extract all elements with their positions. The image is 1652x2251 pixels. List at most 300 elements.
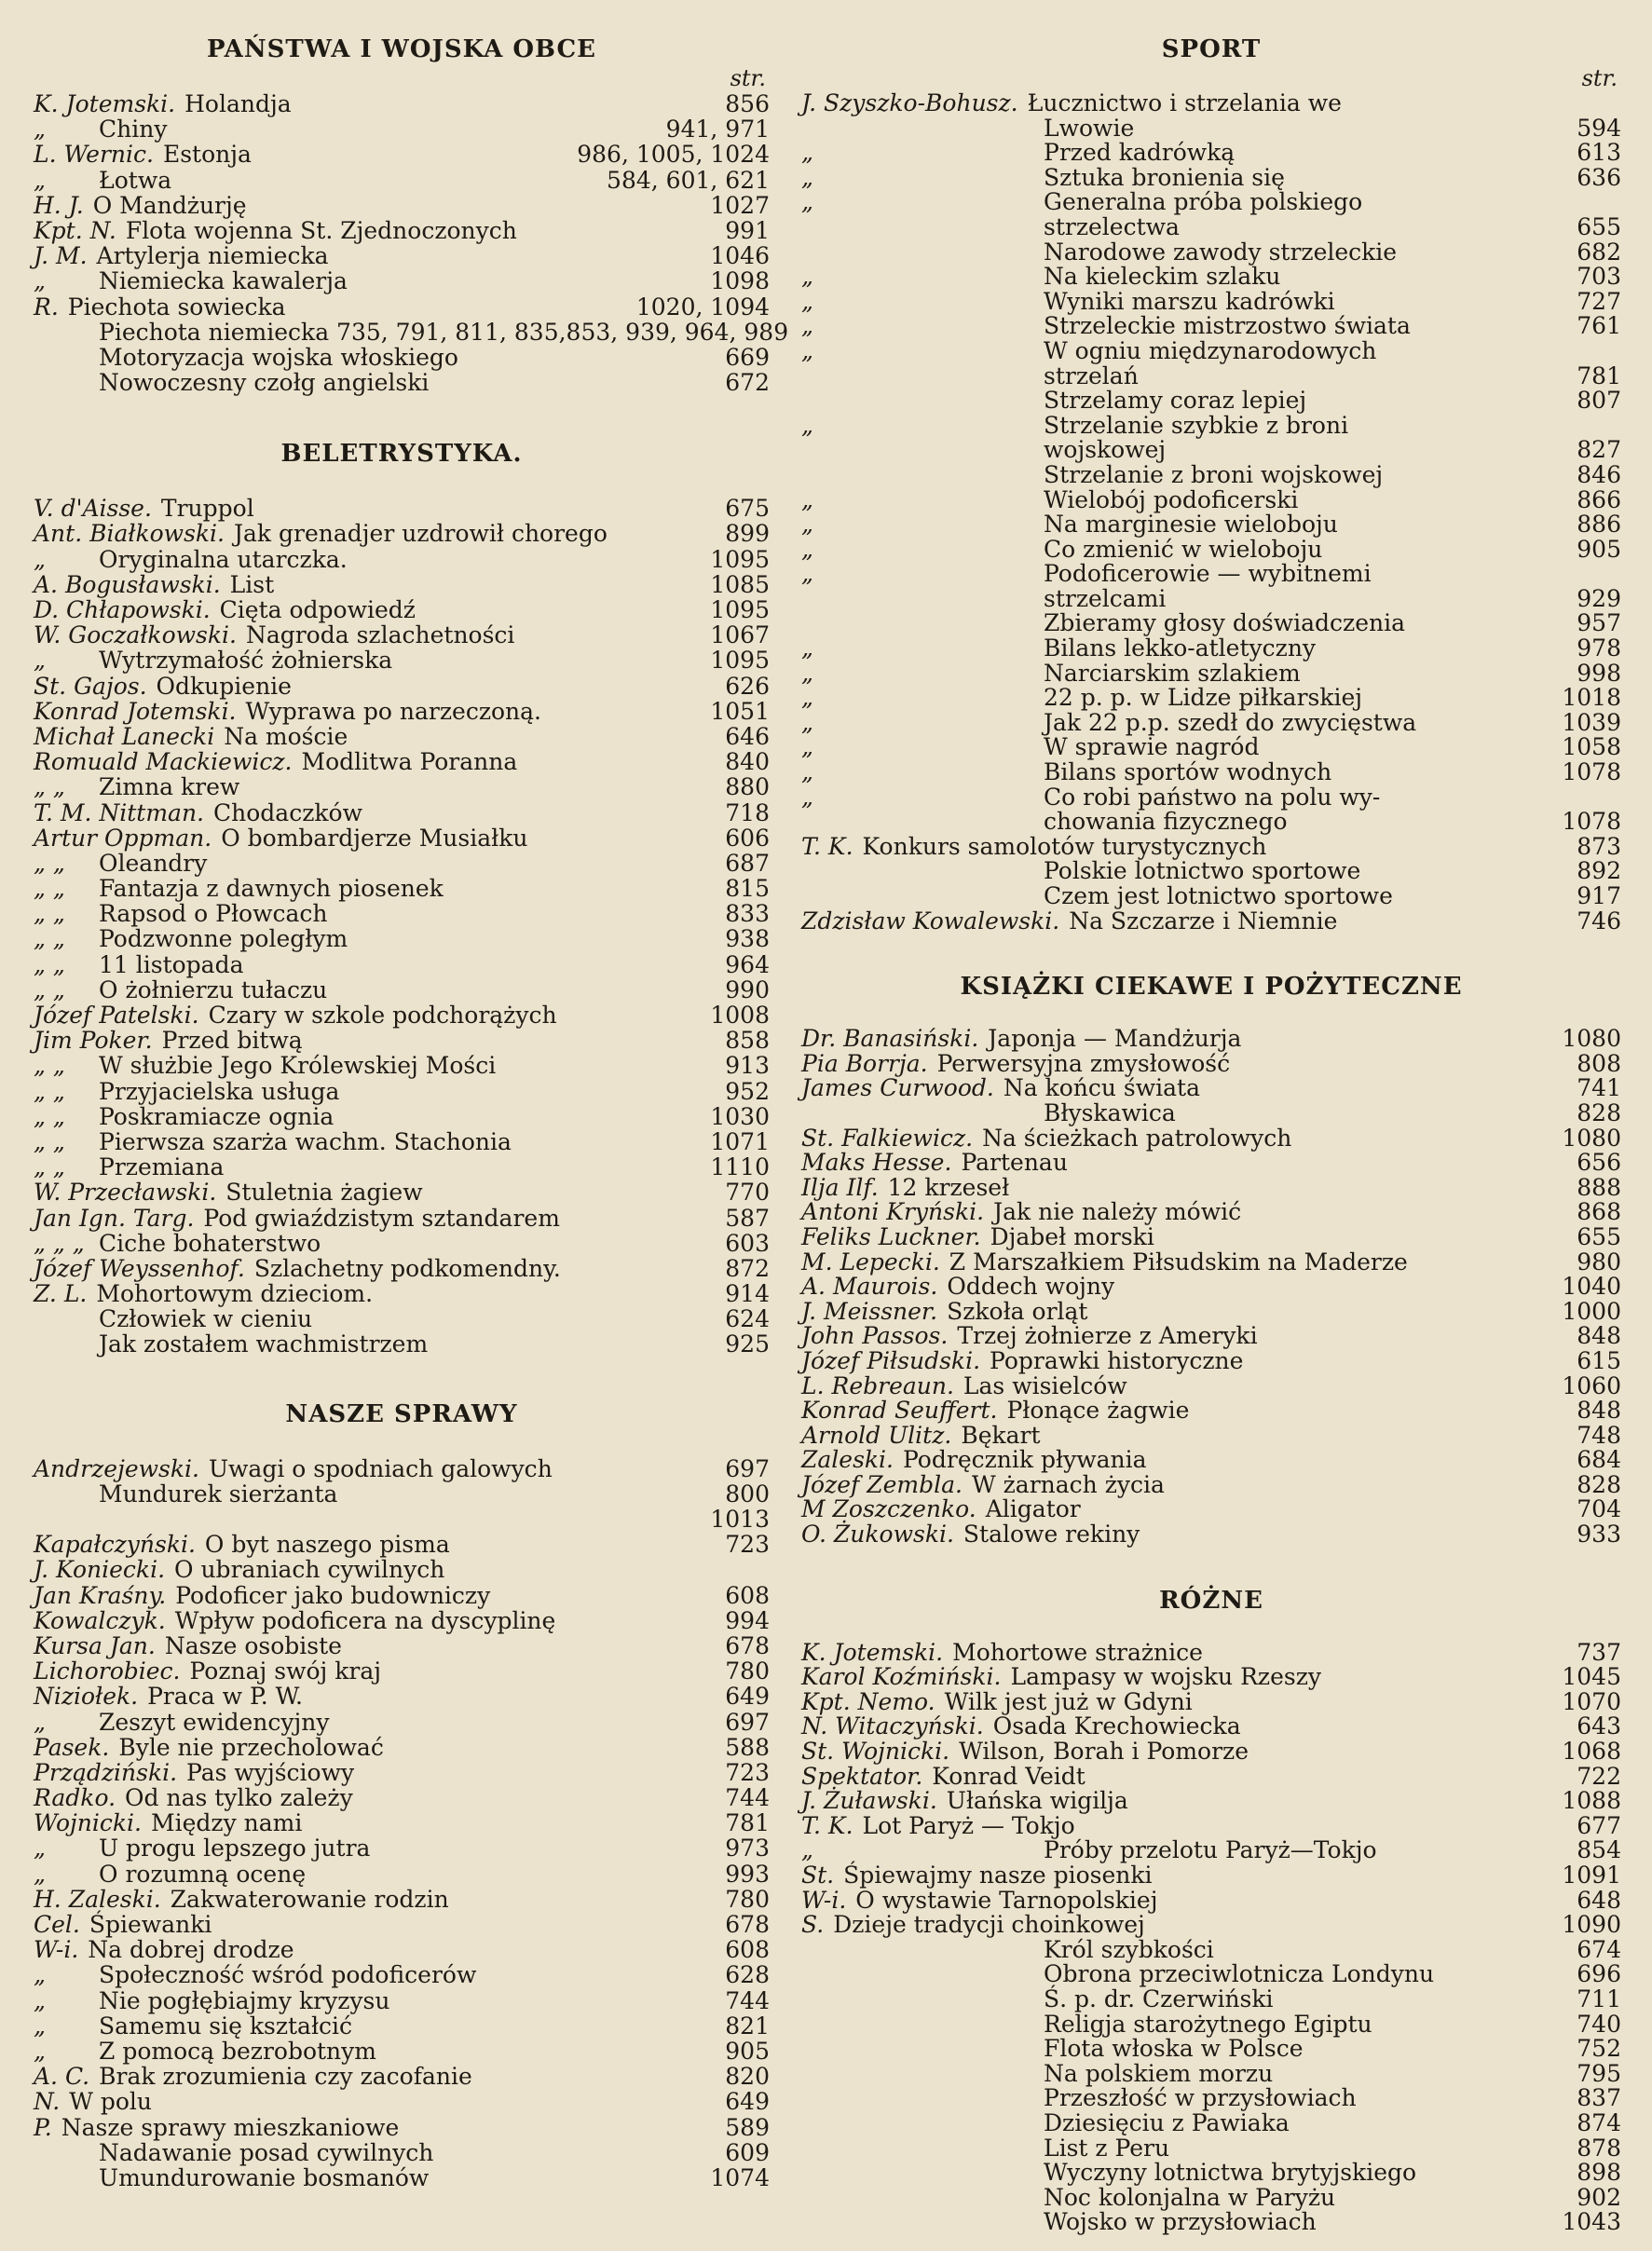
entry-list — [801, 91, 1621, 934]
entry-page-number: 1027 — [710, 191, 770, 219]
entry-title: Na Szczarze i Niemnie — [1069, 907, 1338, 935]
entry-page-number: 677 — [1577, 1811, 1621, 1839]
entry-page-number: 888 — [1577, 1173, 1621, 1201]
entry-author: „ — [34, 1860, 46, 1888]
index-entry — [801, 584, 1621, 612]
entry-page-number: 914 — [725, 1280, 770, 1308]
entry-page-number: 854 — [1577, 1836, 1621, 1864]
index-entry — [801, 287, 1621, 315]
entry-page-number: 656 — [1577, 1149, 1621, 1177]
index-entry — [801, 1497, 1621, 1522]
entry-title: Wielobój podoficerski — [1044, 485, 1299, 513]
entry-title: strzelcami — [1044, 584, 1167, 612]
entry-page-number: 964 — [725, 950, 770, 978]
entry-page-number: 856 — [725, 90, 770, 117]
entry-page-number: 1098 — [710, 267, 770, 295]
entry-title: Osada Krechowiecka — [992, 1712, 1241, 1740]
entry-page-number: 1080 — [1562, 1124, 1621, 1152]
entry-author: „ — [34, 267, 46, 295]
entry-title: Flota włoska w Polsce — [1044, 2035, 1304, 2063]
entry-page-number: 746 — [1577, 907, 1621, 935]
entry-title: Artylerja niemiecka — [96, 242, 329, 270]
entry-page-number: 696 — [1577, 1960, 1621, 1988]
entry-title: Wilson, Borah i Pomorze — [959, 1738, 1249, 1766]
entry-page-number: 952 — [725, 1077, 770, 1105]
index-entry — [34, 1785, 770, 1810]
entry-page-number: 1000 — [1562, 1297, 1621, 1325]
entry-author: Józef Weyssenhof. — [34, 1254, 245, 1282]
entry-page-number: 978 — [1577, 634, 1621, 662]
index-entry — [34, 142, 770, 167]
entry-title: Na dobrej drodze — [88, 1936, 294, 1964]
entry-list — [34, 1456, 770, 2190]
index-entry — [801, 2183, 1621, 2211]
entry-author: Kursa Jan. — [34, 1631, 156, 1659]
entry-author: Arnold Ulitz. — [801, 1421, 952, 1449]
entry-title: Próby przelotu Paryż—Tokjo — [1044, 1836, 1377, 1864]
index-entry — [801, 1346, 1621, 1374]
entry-page-number: 1080 — [1562, 1025, 1621, 1053]
index-entry — [801, 1886, 1621, 1914]
entry-title: Płonące żagwie — [1006, 1397, 1190, 1425]
entry-title: strzelań — [1044, 362, 1139, 389]
entry-page-number: 752 — [1577, 2035, 1621, 2063]
index-entry — [801, 884, 1621, 909]
entry-author: K. Jotemski. — [801, 1638, 944, 1666]
entry-author: St. — [801, 1862, 835, 1889]
entry-title: Sztuka bronienia się — [1044, 163, 1285, 191]
index-entry — [34, 1583, 770, 1608]
entry-title: Pierwsza szarża wachm. Stachonia — [99, 1127, 512, 1155]
index-entry — [801, 735, 1621, 760]
index-entry — [34, 1887, 770, 1912]
entry-title: W służbie Jego Królewskiej Mości — [99, 1052, 497, 1080]
entry-title: Perwersyjna zmysłowość — [936, 1049, 1231, 1077]
entry-author: Lichorobiec. — [34, 1658, 181, 1685]
entry-title: Stuletnia żagiew — [225, 1179, 423, 1207]
entry-author: „ „ — [34, 1102, 65, 1130]
entry-title: Dziesięciu z Pawiaka — [1044, 2108, 1290, 2136]
index-entry — [34, 1206, 770, 1231]
entry-page-number: 697 — [725, 1454, 770, 1482]
index-entry — [34, 572, 770, 597]
entry-page-number: 1018 — [1562, 684, 1621, 712]
entry-title: Pas wyjściowy — [186, 1758, 355, 1786]
entry-author: „ „ — [34, 950, 65, 978]
entry-page-number: 646 — [725, 722, 770, 750]
index-entry — [34, 1331, 770, 1357]
entry-author: Józef Zembla. — [801, 1470, 963, 1498]
entry-title: Truppol — [160, 495, 254, 523]
index-entry — [801, 116, 1621, 142]
entry-page-number: 1095 — [710, 545, 770, 573]
index-entry — [34, 1281, 770, 1306]
entry-author: Maks Hesse. — [801, 1149, 952, 1177]
entry-author: Ilja Ilf. — [801, 1173, 879, 1201]
index-entry — [801, 708, 1621, 736]
index-entry — [34, 2039, 770, 2064]
entry-page-number: 1110 — [710, 1153, 770, 1181]
entry-author: A. C. — [34, 2063, 90, 2091]
entry-page-number: 808 — [1577, 1049, 1621, 1077]
index-entry — [801, 2086, 1621, 2111]
index-entry — [801, 1027, 1621, 1052]
index-entry — [801, 336, 1621, 364]
index-entry — [801, 411, 1621, 439]
index-entry — [801, 2037, 1621, 2062]
entry-title: Nowoczesny czołg angielski — [99, 369, 430, 397]
entry-title: Społeczność wśród podoficerów — [99, 1961, 477, 1989]
entry-title: Trzej żołnierze z Ameryki — [957, 1322, 1258, 1350]
entry-author: „ „ — [34, 773, 65, 801]
index-entry — [34, 1129, 770, 1154]
entry-author: „ — [34, 2012, 46, 2040]
entry-title: Na kieleckim szlaku — [1044, 263, 1281, 291]
index-entry — [801, 1448, 1621, 1473]
entry-author: H. Zaleski. — [34, 1885, 161, 1913]
entry-page-number: 723 — [725, 1758, 770, 1786]
entry-title: List — [229, 570, 275, 598]
entry-title: Łucznictwo i strzelania we — [1027, 89, 1342, 116]
entry-title: Mohortowym dzieciom. — [96, 1280, 374, 1308]
entry-page-number: 993 — [725, 1860, 770, 1888]
entry-list — [801, 1638, 1621, 2236]
index-entry — [34, 496, 770, 521]
entry-page-number: 649 — [725, 2088, 770, 2116]
entry-author: Artur Oppman. — [34, 824, 212, 852]
index-entry — [34, 1912, 770, 1937]
entry-page-number: 848 — [1577, 1397, 1621, 1425]
entry-title: Pod gwiaździstym sztandarem — [203, 1204, 560, 1232]
index-entry — [801, 1987, 1621, 2012]
entry-title: Na moście — [224, 722, 348, 750]
entry-page-number: 744 — [725, 1784, 770, 1812]
index-entry — [801, 2012, 1621, 2038]
index-entry — [801, 265, 1621, 290]
index-entry — [801, 389, 1621, 414]
index-entry — [34, 521, 770, 546]
entry-title: Holandja — [184, 90, 292, 117]
entry-author: Andrzejewski. — [34, 1454, 199, 1482]
entry-title: Djabeł morski — [990, 1222, 1154, 1250]
entry-page-number: 1045 — [1562, 1663, 1621, 1691]
entry-title: O ubraniach cywilnych — [174, 1556, 445, 1584]
entry-author: „ — [801, 511, 813, 539]
entry-page-number: 682 — [1577, 238, 1621, 266]
entry-author: W. Goczałkowski. — [34, 621, 237, 649]
entry-author: „ — [34, 1961, 46, 1989]
entry-page-number: 648 — [1577, 1886, 1621, 1914]
index-entry — [34, 648, 770, 673]
index-entry — [801, 1739, 1621, 1765]
entry-title: Mohortowe strażnice — [952, 1638, 1203, 1666]
section-title: RÓŻNE — [1159, 1586, 1263, 1615]
entry-title: O byt naszego pisma — [204, 1531, 450, 1559]
entry-title: Ułańska wigilja — [946, 1787, 1128, 1815]
index-entry — [801, 1297, 1621, 1325]
entry-page-number: 594 — [1577, 114, 1621, 142]
entry-author: N. Witaczyński. — [801, 1712, 984, 1740]
entry-author: Konrad Jotemski. — [34, 697, 237, 725]
entry-title: Czem jest lotnictwo sportowe — [1044, 882, 1393, 909]
entry-page-number: 609 — [725, 2138, 770, 2166]
entry-title: Na ścieżkach patrolowych — [982, 1124, 1292, 1152]
index-entry — [34, 2013, 770, 2039]
entry-page-number: 1085 — [710, 570, 770, 598]
entry-title: Lot Paryż — Tokjo — [862, 1811, 1075, 1839]
entry-title: Strzelamy coraz lepiej — [1044, 387, 1307, 415]
index-entry — [34, 977, 770, 1003]
entry-author: M Zoszczenko. — [801, 1495, 976, 1523]
index-entry — [34, 1180, 770, 1205]
index-entry — [801, 1324, 1621, 1349]
index-entry — [801, 212, 1621, 240]
entry-author: O. Żukowski. — [801, 1521, 954, 1548]
entry-author: „ — [801, 560, 813, 588]
entry-author: „ — [34, 2037, 46, 2065]
entry-page-number: 1030 — [710, 1102, 770, 1130]
entry-title: Poznaj swój kraj — [189, 1658, 381, 1685]
entry-page-number: 780 — [725, 1658, 770, 1685]
entry-author: Cel. — [34, 1911, 80, 1938]
entry-title: Bękart — [961, 1421, 1041, 1449]
entry-author: P. — [34, 2113, 52, 2141]
index-entry — [34, 699, 770, 724]
index-entry — [801, 1151, 1621, 1176]
index-entry — [801, 485, 1621, 513]
entry-title: Bilans sportów wodnych — [1044, 758, 1332, 786]
entry-title: Błyskawica — [1044, 1098, 1176, 1126]
entry-title: Jak 22 p.p. szedł do zwycięstwa — [1044, 708, 1417, 736]
entry-page-number: 833 — [725, 900, 770, 928]
entry-title: Polskie lotnictwo sportowe — [1044, 857, 1361, 885]
entry-author: W. Przecławski. — [34, 1179, 217, 1207]
index-entry — [34, 193, 770, 218]
entry-page-number: 866 — [1577, 485, 1621, 513]
entry-title: W polu — [69, 2088, 153, 2116]
index-entry — [801, 659, 1621, 687]
index-entry — [34, 1684, 770, 1709]
entry-title: Czary w szkole podchorążych — [208, 1002, 557, 1029]
entry-author: „ — [801, 634, 813, 662]
index-entry — [801, 314, 1621, 339]
entry-page-number: 1013 — [710, 1506, 770, 1533]
entry-page-number: 820 — [725, 2063, 770, 2091]
entry-title: Konrad Veidt — [932, 1762, 1085, 1790]
index-entry — [34, 1835, 770, 1861]
entry-page-number: 998 — [1577, 659, 1621, 687]
entry-page-number: 821 — [725, 2012, 770, 2040]
entry-page-number: 905 — [1577, 535, 1621, 563]
entry-title: Z pomocą bezrobotnym — [99, 2037, 376, 2065]
entry-page-number: 1060 — [1562, 1371, 1621, 1399]
entry-page-number: 687 — [725, 849, 770, 877]
entry-title: Narciarskim szlakiem — [1044, 659, 1301, 687]
index-entry — [801, 1173, 1621, 1201]
entry-author: Kpt. Nemo. — [801, 1687, 935, 1715]
index-entry — [34, 547, 770, 572]
entry-page-number: 873 — [1577, 832, 1621, 860]
entry-page-number: 991 — [725, 216, 770, 244]
index-entry — [34, 1608, 770, 1633]
entry-page-number: 840 — [725, 748, 770, 776]
entry-page-number: 748 — [1577, 1421, 1621, 1449]
index-entry — [34, 1557, 770, 1582]
entry-page-number: 874 — [1577, 2108, 1621, 2136]
index-entry — [801, 91, 1621, 116]
entry-author: Feliks Luckner. — [801, 1222, 981, 1250]
entry-author: Karol Koźmiński. — [801, 1663, 1002, 1691]
entry-title: Oleandry — [99, 849, 208, 877]
section-sport — [801, 34, 1621, 934]
index-entry — [801, 1935, 1621, 1963]
entry-author: „ — [801, 535, 813, 563]
entry-author: „ — [801, 1836, 813, 1864]
entry-author: „ „ — [34, 1052, 65, 1080]
entry-page-number: 828 — [1577, 1098, 1621, 1126]
entry-title: Ciche bohaterstwo — [99, 1229, 321, 1257]
entry-title: 11 listopada — [99, 950, 244, 978]
index-entry — [801, 1049, 1621, 1077]
entry-page-number: 672 — [725, 369, 770, 397]
section-title: KSIĄŻKI CIEKAWE I POŻYTECZNE — [960, 973, 1463, 1002]
entry-title: Na polskiem morzu — [1044, 2059, 1274, 2087]
index-entry — [34, 1053, 770, 1078]
entry-page-number: 761 — [1577, 312, 1621, 340]
index-entry — [34, 2089, 770, 2114]
entry-title: Wojsko w przysłowiach — [1044, 2208, 1317, 2236]
entry-author: Jan Kraśny. — [34, 1581, 167, 1609]
entry-title: chowania fizycznego — [1044, 808, 1288, 836]
entry-page-number: 727 — [1577, 287, 1621, 315]
index-entry — [34, 318, 789, 346]
entry-title: Śpiewajmy nasze piosenki — [843, 1862, 1153, 1889]
entry-title: Co zmienić w wieloboju — [1044, 535, 1323, 563]
entry-title: Odkupienie — [156, 672, 292, 700]
entry-page-number: 905 — [725, 2037, 770, 2065]
entry-author: „ — [801, 188, 813, 216]
entry-page-number: 815 — [725, 875, 770, 903]
index-entry — [801, 364, 1621, 389]
entry-author: K. Jotemski. — [34, 90, 176, 117]
entry-page-number: 837 — [1577, 2084, 1621, 2112]
entry-title: Z Marszałkiem Piłsudskim na Maderze — [949, 1248, 1408, 1276]
entry-title: Od nas tylko zależy — [125, 1784, 353, 1812]
entry-page-number: 628 — [725, 1961, 770, 1989]
index-entry — [34, 800, 770, 825]
entry-title: wojskowej — [1044, 436, 1167, 464]
entry-page-number: 878 — [1577, 2134, 1621, 2162]
entry-title: W żarnach życia — [971, 1470, 1165, 1498]
entry-page-number: 941, 971 — [665, 116, 770, 143]
entry-title: Uwagi o spodniach galowych — [208, 1454, 553, 1482]
index-entry — [801, 1789, 1621, 1814]
entry-page-number: 1051 — [710, 697, 770, 725]
entry-title: Fantazja z dawnych piosenek — [99, 875, 444, 903]
entry-title: W sprawie nagród — [1044, 733, 1260, 761]
entry-author: „ — [34, 647, 46, 675]
entry-author: Józef Patelski. — [34, 1002, 199, 1029]
index-entry — [34, 1633, 770, 1658]
entry-page-number: 1091 — [1562, 1862, 1621, 1889]
entry-page-number: 675 — [725, 495, 770, 523]
entry-title: Brak zrozumienia czy zacofanie — [99, 2063, 472, 2091]
entry-author: V. d'Aisse. — [34, 495, 152, 523]
index-entry — [34, 168, 770, 193]
entry-page-number: 827 — [1577, 436, 1621, 464]
entry-page-number: 828 — [1577, 1470, 1621, 1498]
entry-author: A. Bogusławski. — [34, 570, 221, 598]
index-entry — [34, 1735, 770, 1760]
index-entry — [34, 1962, 770, 1987]
entry-page-number: 807 — [1577, 387, 1621, 415]
section-title: SPORT — [1161, 35, 1262, 63]
entry-page-number: 723 — [725, 1531, 770, 1559]
entry-page-number: 649 — [725, 1683, 770, 1711]
entry-author: Kowalczyk. — [34, 1606, 166, 1634]
entry-page-number: 624 — [725, 1305, 770, 1333]
entry-author: „ — [801, 485, 813, 513]
index-entry — [34, 370, 770, 395]
entry-page-number: 892 — [1577, 857, 1621, 885]
entry-author: Jan Ign. Targ. — [34, 1204, 195, 1232]
entry-page-number: 868 — [1577, 1198, 1621, 1226]
entry-title: Strzeleckie mistrzostwo świata — [1044, 312, 1411, 340]
entry-title: O rozumną ocenę — [99, 1860, 307, 1888]
entry-author: „ „ — [34, 1127, 65, 1155]
entry-author: „ — [801, 287, 813, 315]
entry-title: Ś. p. dr. Czerwiński — [1044, 1985, 1274, 2012]
index-entry — [801, 2161, 1621, 2186]
entry-page-number: 744 — [725, 1986, 770, 2014]
index-entry — [801, 1200, 1621, 1225]
entry-author: W-i. — [34, 1936, 79, 1964]
entry-author: „ „ „ — [34, 1229, 85, 1257]
entry-page-number: 603 — [725, 1229, 770, 1257]
entry-author: Z. L. — [34, 1280, 88, 1308]
entry-page-number: 1074 — [710, 2163, 770, 2191]
entry-page-number: 613 — [1577, 139, 1621, 167]
index-entry — [801, 1250, 1621, 1276]
entry-title: Wpływ podoficera na dyscyplinę — [174, 1606, 556, 1634]
entry-page-number: 781 — [725, 1809, 770, 1837]
entry-page-number: 615 — [1577, 1346, 1621, 1374]
page-column-header: str. — [1581, 65, 1618, 91]
entry-author: „ „ — [34, 849, 65, 877]
entry-author: Pasek. — [34, 1733, 110, 1761]
entry-title: Na końcu świata — [1003, 1074, 1201, 1102]
index-entry — [34, 218, 770, 243]
entry-page-number: 1020, 1094 — [635, 293, 770, 321]
section-nasze-sprawy — [34, 1398, 770, 2190]
entry-title: Chiny — [99, 116, 168, 143]
entry-title: Poskramiacze ognia — [99, 1102, 334, 1130]
entry-page-number: 608 — [725, 1936, 770, 1964]
entry-title: Człowiek w cieniu — [99, 1305, 313, 1333]
entry-page-number: 973 — [725, 1835, 770, 1862]
entry-author: Spektator. — [801, 1762, 923, 1790]
entry-author: H. J. — [34, 191, 84, 219]
entry-author: Wojnicki. — [34, 1809, 142, 1837]
entry-title: Przemiana — [99, 1153, 225, 1181]
section-title: BELETRYSTYKA. — [280, 440, 523, 469]
entry-page-number: 994 — [725, 1606, 770, 1634]
index-entry — [34, 1003, 770, 1028]
index-entry — [801, 1076, 1621, 1101]
entry-author: „ — [34, 116, 46, 143]
index-entry — [34, 926, 770, 951]
entry-title: List z Peru — [1044, 2134, 1170, 2162]
